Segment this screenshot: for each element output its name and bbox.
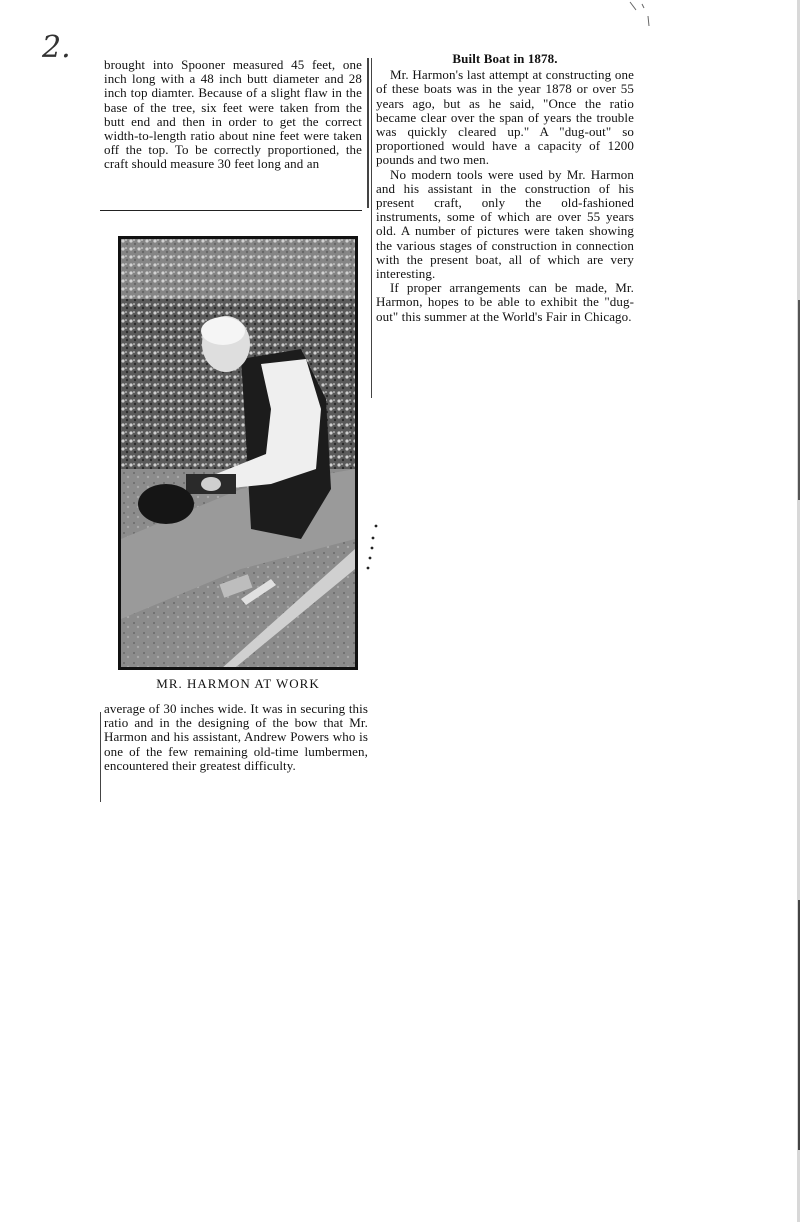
article-paragraph: average of 30 inches wide. It was in securing this ratio and in the designing of the bow that Mr. Harmon and his assistant, Andrew Powers who is one of the few remaining old-time lumbermen, encountered their greatest difficulty.: [104, 701, 368, 773]
column-divider-rule-2: [371, 58, 372, 398]
photo-harmon-at-work: [118, 236, 358, 670]
handwritten-page-number: 2.: [42, 30, 71, 65]
article-right-column: [376, 52, 634, 324]
article-paragraph: If proper arrangements can be made, Mr. Harmon, hopes to be able to exhibit the "dug-out" this summer at the World's Fair in Chicago.: [376, 280, 634, 324]
man-carving-dugout-photo: [121, 239, 355, 667]
column-break-rule: [100, 210, 362, 211]
article-left-column-top: [104, 58, 362, 172]
corner-stain: [628, 0, 658, 30]
printing-dots: [364, 520, 380, 580]
subheading: Built Boat in 1878.: [452, 51, 558, 66]
article-paragraph: No modern tools were used by Mr. Harmon and his assistant in the construction of his present craft, only the old-fashioned instruments, some of which are over 55 years old. A number of pictures were taken showing the various stages of construction in connection with the present boat, all of which are very interesting.: [376, 166, 634, 282]
article-paragraph: brought into Spooner measured 45 feet, one inch long with a 48 inch butt diameter and 28 inch top diamter. Because of a slight flaw in the base of the tree, six feet were taken from the butt end and then in order to get the correct width-to-length ratio about nine feet were taken off the top. To be correctly proportioned, the craft should measure 30 feet long and an: [104, 57, 362, 172]
article-left-column-bottom: [104, 702, 368, 773]
column-divider-rule: [367, 58, 369, 208]
left-column-rule: [100, 712, 101, 802]
photo-caption: MR. HARMON AT WORK: [156, 676, 320, 691]
article-paragraph: Mr. Harmon's last attempt at constructing one of these boats was in the year 1878 or over 55 years ago, but as he said, "Once the ratio became clear over the span of years the trouble was quickly cleared up." A "dug-out" so proportioned would have a capacity of 1200 pounds and two men.: [376, 67, 634, 168]
page-edge-scan-marks: [790, 0, 800, 1222]
